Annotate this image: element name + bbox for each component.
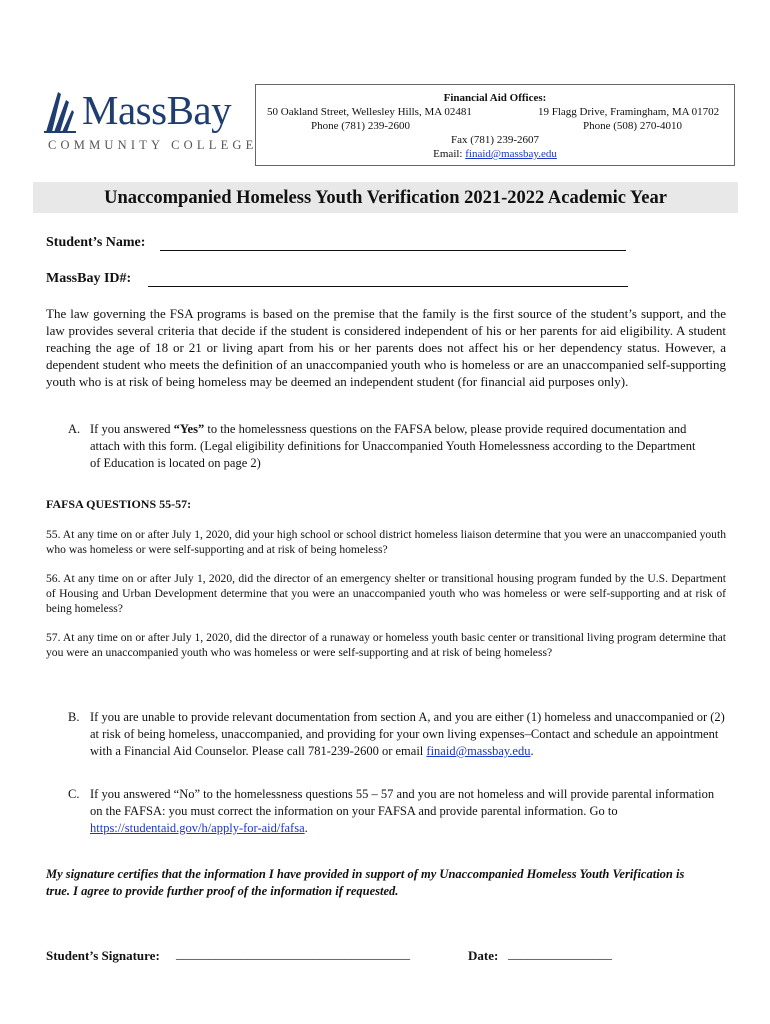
massbay-id-field[interactable] — [148, 286, 628, 287]
logo-wordmark: MassBay — [82, 87, 232, 133]
section-c-text — [90, 786, 726, 837]
logo-flame-icon — [42, 88, 78, 136]
framingham-address: 19 Flagg Drive, Framingham, MA 01702 — [538, 106, 720, 118]
office-title: Financial Aid Offices: — [443, 92, 547, 104]
fafsa-heading: FAFSA QUESTIONS 55-57: — [46, 497, 192, 511]
section-c-body: If you answered “No” to the homelessness questions 55 – 57 and you are not homeless and will provide parental information on the FAFSA: you must correct the information on your FAFSA and provide parental information. Go to — [90, 787, 715, 818]
section-a-letter: A. — [68, 422, 81, 436]
massbay-id-label: MassBay ID#: — [46, 271, 132, 286]
logo-subtitle: COMMUNITY COLLEGE — [48, 138, 258, 152]
section-a-yes: “Yes” — [173, 422, 205, 436]
finaid-email-link[interactable]: finaid@massbay.edu — [426, 744, 531, 758]
intro-paragraph: The law governing the FSA programs is based on the premise that the family is the first source of the student’s support, and the law provides several criteria that decide if the student is considered independent of his or her parents for aid eligibility. A student reaching the age of 18 or 21 or living apart from his or her parents does not affect his or her dependency status. However, a dependent student who meets the definition of an unaccompanied youth who is homeless or are an unaccompanied self-supporting youth who is at risk of being homeless may be deemed an independent student (for financial aid purposes only). — [46, 306, 726, 389]
fafsa-link[interactable]: https://studentaid.gov/h/apply-for-aid/fafsa — [90, 821, 305, 835]
date-label: Date: — [468, 948, 499, 963]
section-c-end: . — [304, 821, 308, 835]
signature-label: Student’s Signature: — [46, 948, 160, 963]
wellesley-address: 50 Oakland Street, Wellesley Hills, MA 02481 — [267, 106, 472, 118]
section-a-pre: If you answered — [90, 422, 174, 436]
fax-number: Fax (781) 239-2607 — [451, 134, 539, 146]
office-info-box — [255, 84, 735, 166]
section-b — [68, 709, 728, 761]
section-c-letter: C. — [68, 787, 80, 801]
office-email-link[interactable]: finaid@massbay.edu — [465, 148, 557, 160]
student-name-field[interactable] — [160, 250, 626, 251]
question-57: 57. At any time on or after July 1, 2020, did the director of a runaway or homeless youth basic center or transitional living program determine that you were an unaccompanied youth who was homeless or were self-supporting and at risk of being homeless? — [46, 631, 726, 659]
massbay-logo — [42, 84, 258, 158]
title-band — [33, 182, 738, 213]
student-name-label: Student’s Name: — [46, 235, 146, 250]
section-a-text — [90, 421, 708, 472]
date-field[interactable]: ________________ — [508, 946, 612, 961]
section-b-letter: B. — [68, 710, 80, 724]
email-label: Email: — [433, 148, 463, 160]
section-c — [68, 786, 728, 838]
page-title: Unaccompanied Homeless Youth Verification 2021-2022 Academic Year — [104, 188, 667, 208]
wellesley-phone: Phone (781) 239-2600 — [311, 120, 410, 132]
signature-field[interactable]: ____________________________________ — [176, 946, 410, 961]
section-a — [68, 421, 708, 473]
certification-statement: My signature certifies that the information I have provided in support of my Unaccompanied Homeless Youth Verification is true. I agree to provide further proof of the information if requested. — [46, 867, 685, 898]
section-b-text — [90, 709, 726, 760]
question-55: 55. At any time on or after July 1, 2020, did your high school or school district homeless liaison determine that you were an unaccompanied youth who was homeless or were self-supporting and at risk of being homeless? — [46, 528, 726, 556]
section-b-end: . — [530, 744, 534, 758]
section-a-post: to the homelessness questions on the FAFSA below, please provide required documentation and attach with this form. (Legal eligibility definitions for Unaccompanied Youth Homelessness according to the Department of Education is located on page 2) — [90, 422, 696, 470]
section-b-body: If you are unable to provide relevant documentation from section A, and you are either (1) homeless and unaccompanied or (2) at risk of being homeless, unaccompanied, and providing for your own living expenses–Contact and schedule an appointment with a Financial Aid Counselor. Please call 781-239-2600 or email — [90, 710, 725, 758]
email-line — [256, 147, 734, 161]
framingham-phone: Phone (508) 270-4010 — [583, 120, 682, 132]
question-56: 56. At any time on or after July 1, 2020, did the director of an emergency shelter or transitional housing program funded by the U.S. Department of Housing and Urban Development determine that you were an unaccompanied youth who was homeless or were self-supporting and at risk of being homeless? — [46, 572, 726, 615]
